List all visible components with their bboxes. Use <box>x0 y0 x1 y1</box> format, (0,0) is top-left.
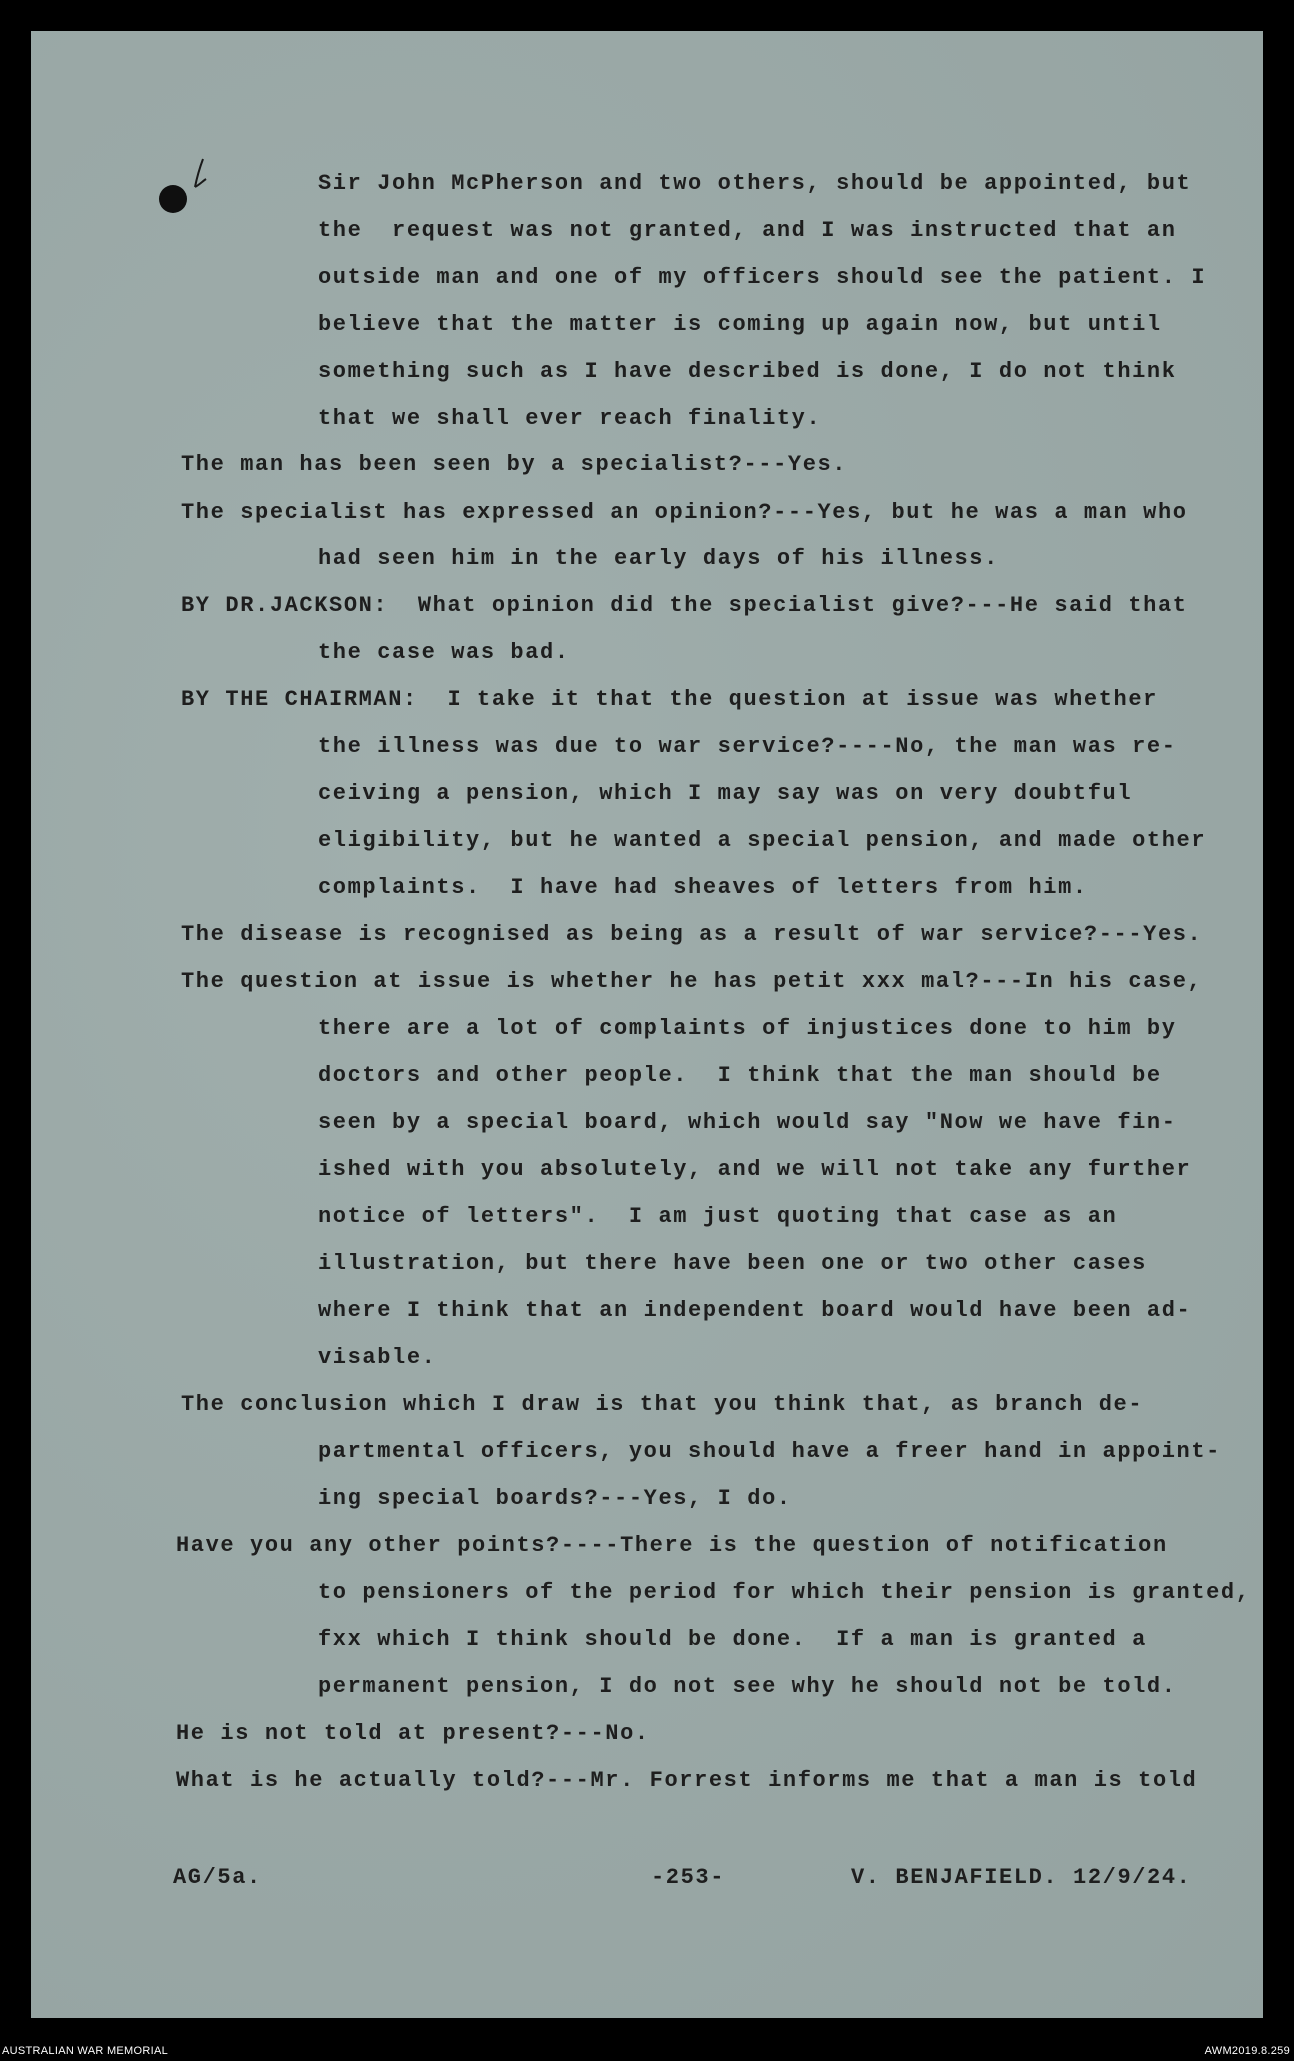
text-line: Sir John McPherson and two others, should be appointed, but <box>318 171 1192 196</box>
text-line: The question at issue is whether he has petit xxx mal?---In his case, <box>181 969 1203 994</box>
text-line: believe that the matter is coming up again now, but until <box>318 312 1162 337</box>
punch-hole <box>159 185 187 213</box>
text-line: visable. <box>318 1345 437 1370</box>
text-line: the case was bad. <box>318 640 570 665</box>
text-line: The disease is recognised as being as a result of war service?---Yes. <box>181 922 1203 947</box>
text-line: BY DR.JACKSON: What opinion did the specialist give?---He said that <box>181 593 1188 618</box>
text-line: notice of letters". I am just quoting that case as an <box>318 1204 1118 1229</box>
text-line: to pensioners of the period for which their pension is granted, <box>318 1580 1251 1605</box>
text-line: seen by a special board, which would say "Now we have fin- <box>318 1110 1177 1135</box>
text-line: doctors and other people. I think that the man should be <box>318 1063 1162 1088</box>
footer-reference: AG/5a. <box>173 1865 262 1890</box>
document-page <box>31 31 1263 2018</box>
text-line: The man has been seen by a specialist?---Yes. <box>181 452 848 477</box>
text-line: ished with you absolutely, and we will not take any further <box>318 1157 1192 1182</box>
text-line: BY THE CHAIRMAN: I take it that the question at issue was whether <box>181 687 1158 712</box>
text-line: He is not told at present?---No. <box>176 1721 650 1746</box>
text-line: eligibility, but he wanted a special pension, and made other <box>318 828 1207 853</box>
text-line: partmental officers, you should have a freer hand in appoint- <box>318 1439 1221 1464</box>
text-line: had seen him in the early days of his illness. <box>318 546 999 571</box>
text-line: outside man and one of my officers should see the patient. I <box>318 265 1207 290</box>
text-line: there are a lot of complaints of injustices done to him by <box>318 1016 1177 1041</box>
text-line: fxx which I think should be done. If a man is granted a <box>318 1627 1147 1652</box>
text-line: ing special boards?---Yes, I do. <box>318 1486 792 1511</box>
text-line: What is he actually told?---Mr. Forrest informs me that a man is told <box>176 1768 1198 1793</box>
pen-mark <box>191 157 209 193</box>
text-line: The specialist has expressed an opinion?---Yes, but he was a man who <box>181 500 1188 525</box>
text-line: the request was not granted, and I was instructed that an <box>318 218 1177 243</box>
text-line: The conclusion which I draw is that you think that, as branch de- <box>181 1392 1144 1417</box>
text-line: complaints. I have had sheaves of letters from him. <box>318 875 1088 900</box>
text-line: the illness was due to war service?----No, the man was re- <box>318 734 1177 759</box>
text-line: that we shall ever reach finality. <box>318 406 822 431</box>
archive-item-id: AWM2019.8.259 <box>1204 2045 1290 2057</box>
archive-institution: AUSTRALIAN WAR MEMORIAL <box>2 2045 169 2057</box>
footer-signature: V. BENJAFIELD. 12/9/24. <box>851 1865 1192 1890</box>
text-line: where I think that an independent board would have been ad- <box>318 1298 1192 1323</box>
text-line: something such as I have described is done, I do not think <box>318 359 1177 384</box>
page-number: -253- <box>651 1865 726 1890</box>
text-line: permanent pension, I do not see why he should not be told. <box>318 1674 1177 1699</box>
text-line: Have you any other points?----There is the question of notification <box>176 1533 1168 1558</box>
text-line: illustration, but there have been one or two other cases <box>318 1251 1147 1276</box>
text-line: ceiving a pension, which I may say was on very doubtful <box>318 781 1133 806</box>
